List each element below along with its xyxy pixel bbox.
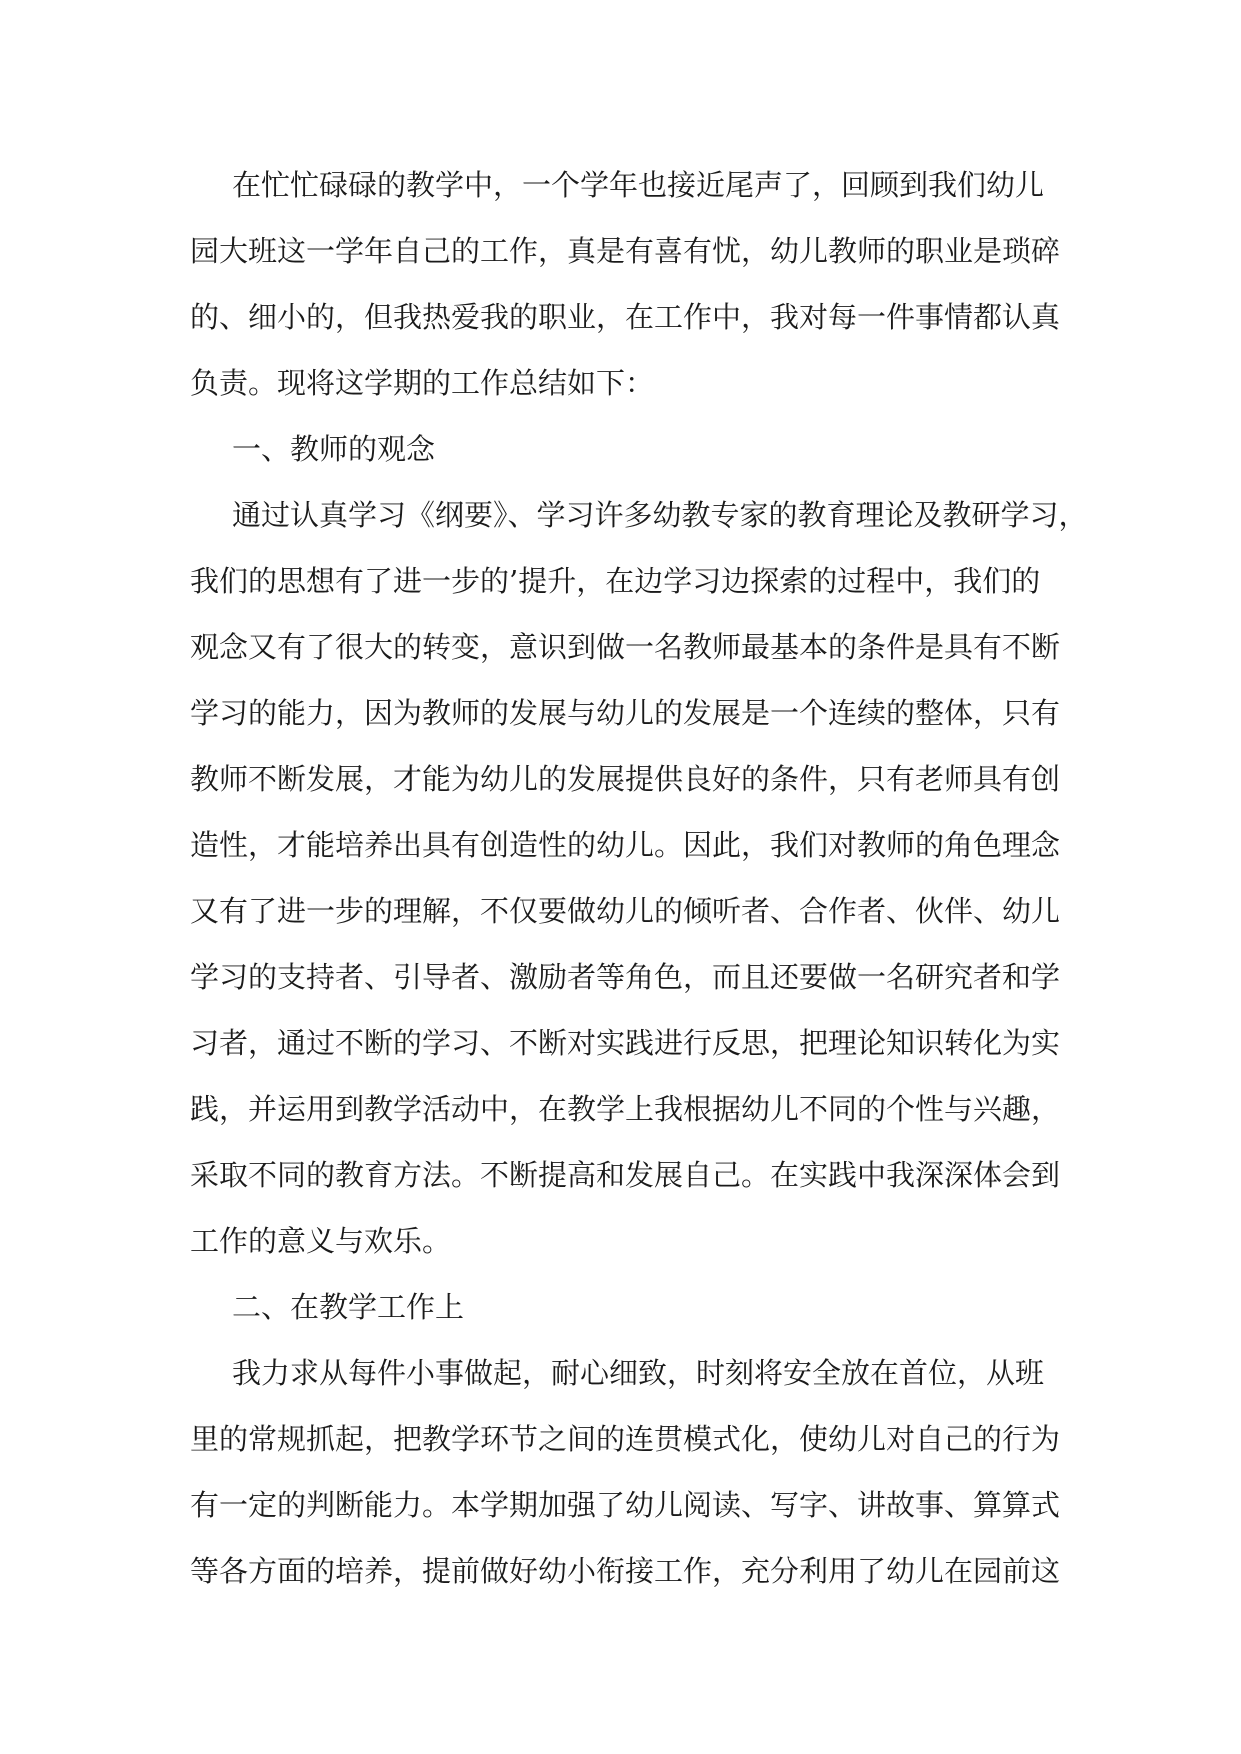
text-line: 我们的思想有了进一步的’提升，在边学习边探索的过程中，我们的 [190,564,1041,598]
text-line: 又有了进一步的理解，不仅要做幼儿的倾听者、合作者、伙伴、幼儿 [190,894,1061,928]
text-line: 习者，通过不断的学习、不断对实践进行反思，把理论知识转化为实 [190,1026,1061,1060]
text-line: 造性，才能培养出具有创造性的幼儿。因此，我们对教师的角色理念 [190,828,1061,862]
text-line: 我力求从每件小事做起，耐心细致，时刻将安全放在首位，从班 [232,1356,1045,1390]
text-line: 学习的能力，因为教师的发展与幼儿的发展是一个连续的整体，只有 [190,696,1061,730]
text-line: 负责。现将这学期的工作总结如下： [190,366,655,400]
section-heading: 二、在教学工作上 [232,1290,465,1324]
text-line: 里的常规抓起，把教学环节之间的连贯模式化，使幼儿对自己的行为 [190,1422,1061,1456]
section-heading: 一、教师的观念 [232,432,436,466]
text-line: 园大班这一学年自己的工作，真是有喜有忧，幼儿教师的职业是琐碎 [190,234,1061,268]
text-line: 有一定的判断能力。本学期加强了幼儿阅读、写字、讲故事、算算式 [190,1488,1061,1522]
text-line: 的、细小的，但我热爱我的职业，在工作中，我对每一件事情都认真 [190,300,1061,334]
text-line: 工作的意义与欢乐。 [190,1224,452,1258]
text-line: 践，并运用到教学活动中，在教学上我根据幼儿不同的个性与兴趣， [190,1092,1061,1126]
text-line: 观念又有了很大的转变，意识到做一名教师最基本的条件是具有不断 [190,630,1061,664]
document-body [190,152,1088,1604]
text-line: 采取不同的教育方法。不断提高和发展自己。在实践中我深深体会到 [190,1158,1061,1192]
text-line: 在忙忙碌碌的教学中，一个学年也接近尾声了，回顾到我们幼儿 [232,168,1045,202]
text-line: 通过认真学习《纲要》、学习许多幼教专家的教育理论及教研学习， [232,498,1088,532]
text-line: 教师不断发展，才能为幼儿的发展提供良好的条件，只有老师具有创 [190,762,1061,796]
text-line: 学习的支持者、引导者、激励者等角色，而且还要做一名研究者和学 [190,960,1061,994]
text-line: 等各方面的培养，提前做好幼小衔接工作，充分利用了幼儿在园前这 [190,1554,1061,1588]
